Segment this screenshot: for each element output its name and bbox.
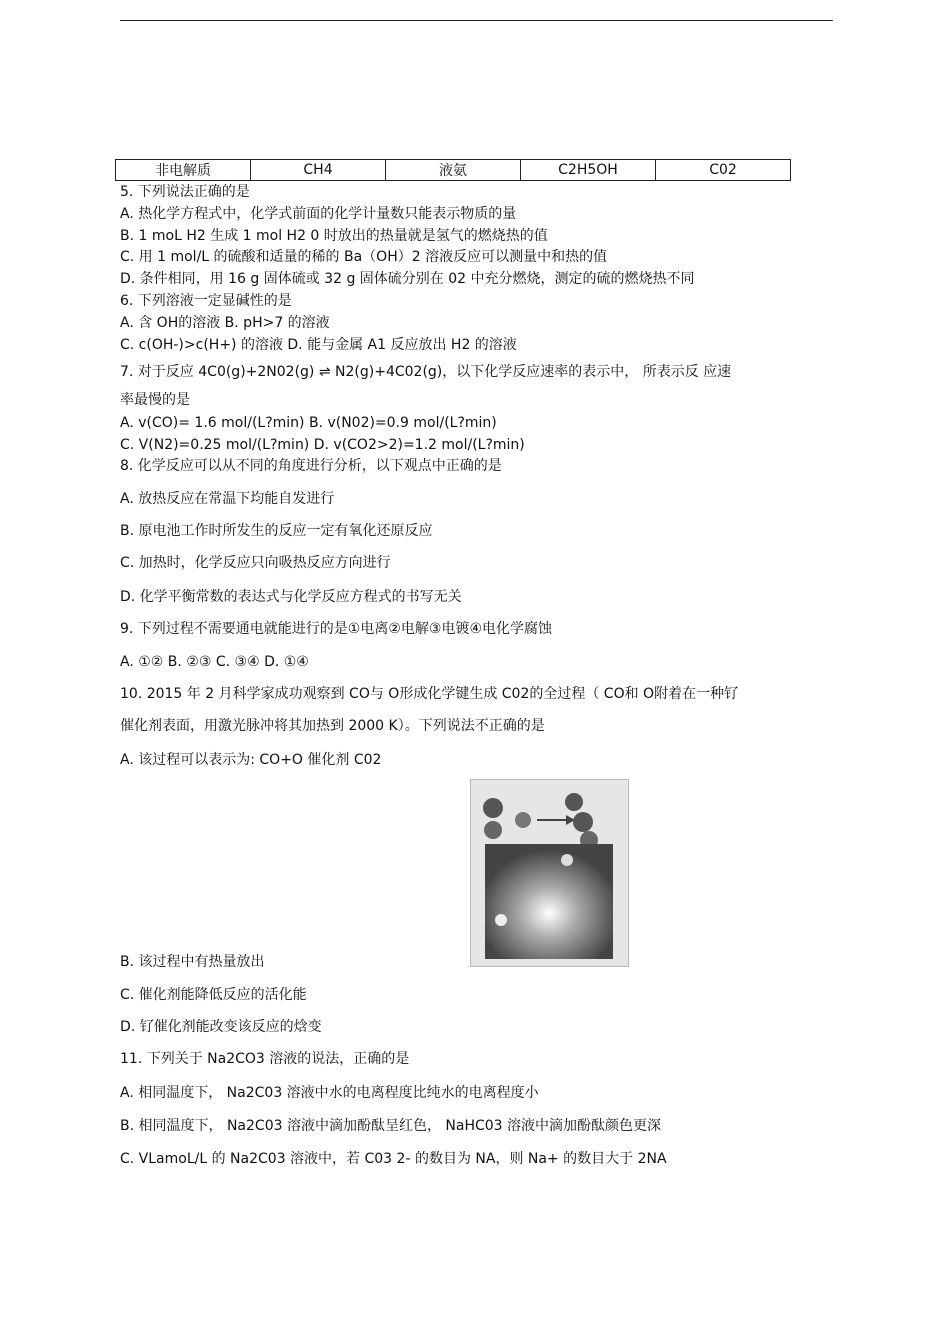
table-cell: CH4 — [251, 160, 386, 181]
text-line: B. 原电池工作时所发生的反应一定有氧化还原反应 — [120, 523, 433, 539]
text-line: A. v(CO)= 1.6 mol/(L?min) B. v(N02)=0.9 mol/(L?min) — [120, 415, 497, 431]
text-line: C. 加热时，化学反应只向吸热反应方向进行 — [120, 555, 391, 571]
text-line: B. 相同温度下， Na2C03 溶液中滴加酚酞呈红色， NaHC03 溶液中滴加酚酞颜色更深 — [120, 1118, 662, 1134]
text-line: A. 相同温度下， Na2C03 溶液中水的电离程度比纯水的电离程度小 — [120, 1085, 539, 1101]
text-line: A. 该过程可以表示为: CO+O 催化剂 C02 — [120, 752, 382, 768]
text-line: A. ①② B. ②③ C. ③④ D. ①④ — [120, 654, 309, 670]
text-line: 8. 化学反应可以从不同的角度进行分析，以下观点中正确的是 — [120, 458, 502, 474]
text-line: C. 催化剂能降低反应的活化能 — [120, 987, 307, 1003]
laser-catalyst-photo — [470, 779, 629, 967]
header-rule — [120, 20, 833, 21]
table-cell: 液氨 — [386, 160, 521, 181]
table-cell: 非电解质 — [116, 160, 251, 181]
text-line: B. 1 moL H2 生成 1 mol H2 0 时放出的热量就是氢气的燃烧热的值 — [120, 228, 548, 244]
table-cell: C2H5OH — [521, 160, 656, 181]
text-line: C. c(OH-)>c(H+) 的溶液 D. 能与金属 A1 反应放出 H2 的溶液 — [120, 337, 517, 353]
text-line: A. 含 OH的溶液 B. pH>7 的溶液 — [120, 315, 330, 331]
text-line: C. VLamoL/L 的 Na2C03 溶液中，若 C03 2- 的数目为 NA，则 Na+ 的数目大于 2NA — [120, 1151, 667, 1167]
table-cell: C02 — [656, 160, 791, 181]
text-line: D. 钌催化剂能改变该反应的焓变 — [120, 1019, 322, 1035]
text-line: C. 用 1 mol/L 的硫酸和适量的稀的 Ba（OH）2 溶液反应可以测量中和热的值 — [120, 249, 608, 265]
text-line: 10. 2015 年 2 月科学家成功观察到 CO与 O形成化学键生成 C02的全过程（ CO和 O附着在一种钌 — [120, 686, 739, 702]
text-line: A. 放热反应在常温下均能自发进行 — [120, 491, 335, 507]
text-line: 催化剂表面，用激光脉冲将其加热到 2000 K）。下列说法不正确的是 — [120, 718, 545, 734]
figure-graphic — [471, 780, 628, 966]
text-line: D. 条件相同，用 16 g 固体硫或 32 g 固体硫分别在 02 中充分燃烧，测定的硫的燃烧热不同 — [120, 271, 695, 287]
text-line: A. 热化学方程式中，化学式前面的化学计量数只能表示物质的量 — [120, 206, 517, 222]
text-line: D. 化学平衡常数的表达式与化学反应方程式的书写无关 — [120, 589, 462, 605]
table-row — [116, 160, 791, 181]
text-line: B. 该过程中有热量放出 — [120, 954, 265, 970]
text-line: 9. 下列过程不需要通电就能进行的是①电离②电解③电镀④电化学腐蚀 — [120, 621, 553, 637]
non-electrolyte-table — [115, 159, 791, 181]
text-line: C. V(N2)=0.25 mol/(L?min) D. v(CO2>2)=1.2 mol/(L?min) — [120, 437, 525, 453]
text-line: 11. 下列关于 Na2CO3 溶液的说法，正确的是 — [120, 1051, 410, 1067]
text-line: 率最慢的是 — [120, 392, 190, 408]
text-line: 7. 对于反应 4C0(g)+2N02(g) ⇌ N2(g)+4C02(g)，以下化学反应速率的表示中， 所表示反 应速 — [120, 364, 732, 380]
text-line: 6. 下列溶液一定显碱性的是 — [120, 293, 292, 309]
text-line: 5. 下列说法正确的是 — [120, 184, 250, 200]
